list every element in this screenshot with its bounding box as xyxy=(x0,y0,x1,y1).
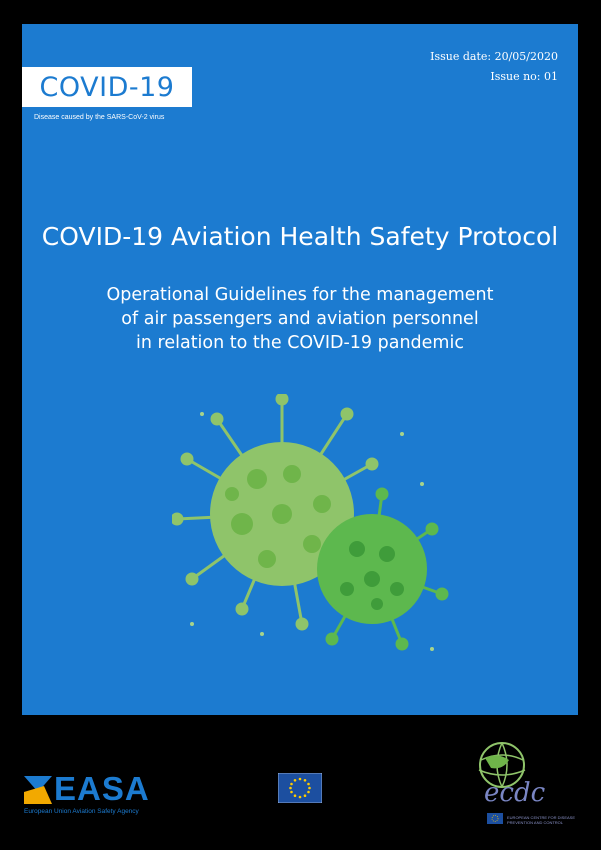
virus-illustration xyxy=(172,394,452,664)
cover-panel xyxy=(22,24,578,715)
ecdc-wordmark: ecdc xyxy=(484,778,546,808)
easa-subtitle: European Union Aviation Safety Agency xyxy=(24,808,139,815)
covid-badge-label: COVID-19 xyxy=(39,71,175,103)
easa-wordmark: EASA xyxy=(54,770,150,807)
document-subtitle xyxy=(22,283,578,355)
subtitle-line: in relation to the COVID-19 pandemic xyxy=(136,333,464,353)
easa-logo-icon xyxy=(24,772,52,806)
eu-flag xyxy=(278,773,322,807)
covid-badge xyxy=(22,67,192,107)
issue-number: Issue no: 01 xyxy=(490,70,558,83)
ecdc-subtitle: EUROPEAN CENTRE FOR DISEASE PREVENTION AND CONTROL xyxy=(507,815,576,825)
document-title: COVID-19 Aviation Health Safety Protocol xyxy=(41,222,559,251)
subtitle-line: of air passengers and aviation personnel xyxy=(121,309,479,329)
disease-subline: Disease caused by the SARS-CoV-2 virus xyxy=(34,114,165,121)
eu-flag-icon xyxy=(278,773,322,803)
subtitle-line: Operational Guidelines for the management xyxy=(106,285,494,305)
issue-date: Issue date: 20/05/2020 xyxy=(430,50,558,63)
eu-flag-icon xyxy=(487,813,503,824)
